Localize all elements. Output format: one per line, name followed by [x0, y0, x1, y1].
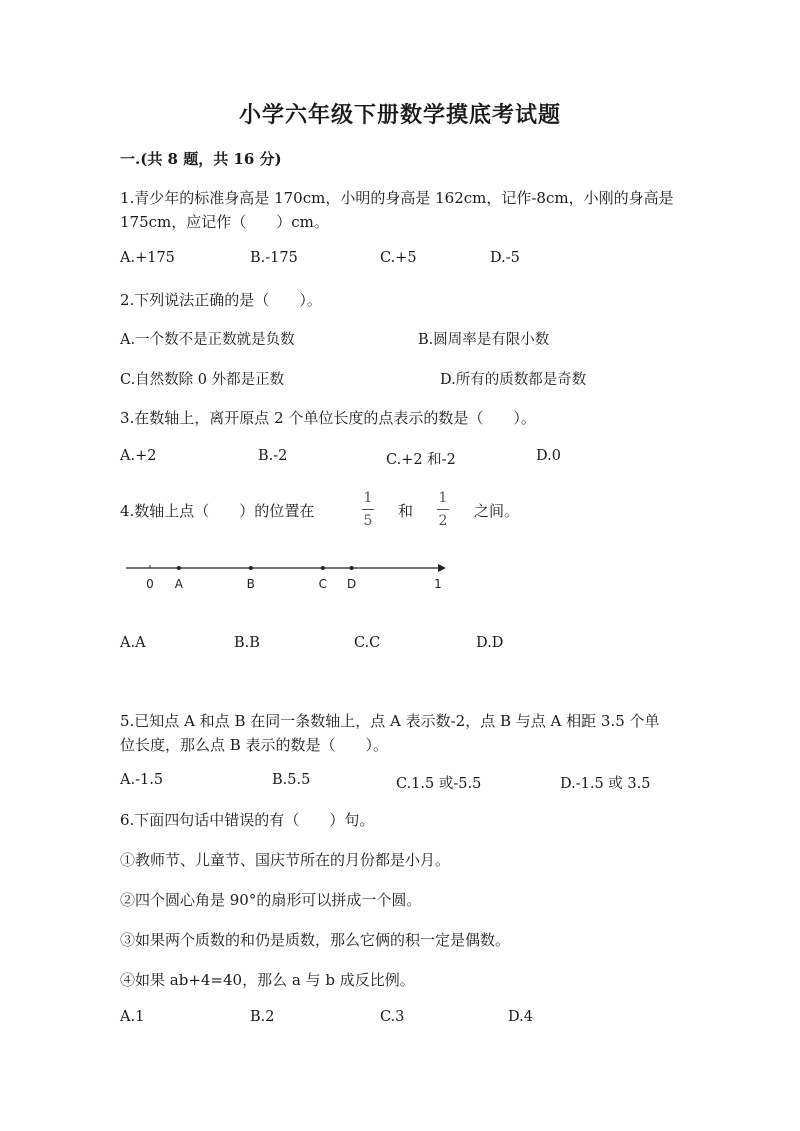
question-6-statement-2: ②四个圆心角是 90°的扇形可以拼成一个圆。: [120, 891, 422, 909]
fraction-bar: [437, 509, 449, 510]
question-2-option-c[interactable]: C.自然数除 0 外都是正数: [120, 372, 285, 388]
question-3-stem: 3.在数轴上，离开原点 2 个单位长度的点表示的数是（ ）。: [120, 409, 536, 427]
question-6-option-c[interactable]: C.3: [380, 1009, 405, 1025]
question-5-stem-line2: 位长度，那么点 B 表示的数是（ ）。: [120, 736, 389, 754]
question-6-statement-1: ①教师节、儿童节、国庆节所在的月份都是小月。: [120, 851, 451, 869]
question-5-option-d[interactable]: D.-1.5 或 3.5: [560, 776, 651, 792]
number-line-label-a: A: [174, 577, 183, 591]
question-4-option-b[interactable]: B.B: [234, 635, 260, 651]
question-2-option-d[interactable]: D.所有的质数都是奇数: [440, 372, 587, 388]
question-2-option-a[interactable]: A.一个数不是正数就是负数: [120, 332, 295, 348]
fraction-one-fifth-numerator: 1: [363, 490, 373, 506]
number-line-label-0: 0: [146, 577, 154, 591]
question-5-option-a[interactable]: A.-1.5: [120, 772, 164, 788]
fraction-one-fifth: [362, 490, 374, 529]
question-3-option-c[interactable]: C.+2 和-2: [386, 452, 456, 468]
question-1-option-a[interactable]: A.+175: [120, 250, 175, 266]
fraction-one-fifth-denominator: 5: [363, 513, 373, 529]
question-4-stem-end: 之间。: [474, 502, 520, 520]
question-4-stem-middle: 和: [398, 502, 414, 520]
question-4-stem-start: 4.数轴上点（ ）的位置在: [120, 502, 315, 520]
question-2-option-b[interactable]: B.圆周率是有限小数: [418, 332, 550, 348]
number-line: [120, 550, 460, 600]
question-5-stem-line1: 5.已知点 A 和点 B 在同一条数轴上，点 A 表示数-2，点 B 与点 A 相距 3.5 个单: [120, 712, 660, 730]
question-1-option-c[interactable]: C.+5: [380, 250, 417, 266]
number-line-label-d: D: [346, 577, 357, 591]
question-1-stem-line2: 175cm，应记作（ ）cm。: [120, 213, 329, 231]
question-1-option-d[interactable]: D.-5: [490, 250, 520, 266]
number-line-point-a: [177, 566, 181, 570]
number-line-label-1: 1: [434, 577, 442, 591]
page-title: 小学六年级下册数学摸底考试题: [238, 102, 561, 128]
question-5-option-c[interactable]: C.1.5 或-5.5: [396, 776, 482, 792]
question-5-option-b[interactable]: B.5.5: [272, 772, 311, 788]
number-line-point-c: [321, 566, 325, 570]
section-heading: 一.(共 8 题，共 16 分): [120, 150, 282, 168]
number-line-point-b: [249, 566, 253, 570]
question-4-option-d[interactable]: D.D: [476, 635, 504, 651]
question-3-option-b[interactable]: B.-2: [258, 448, 288, 464]
question-1-option-b[interactable]: B.-175: [250, 250, 298, 266]
number-line-point-d: [350, 566, 354, 570]
fraction-one-half-numerator: 1: [438, 490, 448, 506]
fraction-one-half: [437, 490, 449, 529]
number-line-label-b: B: [246, 577, 255, 591]
number-line-arrow-icon: [438, 564, 446, 572]
question-6-statement-3: ③如果两个质数的和仍是质数，那么它俩的积一定是偶数。: [120, 931, 511, 949]
fraction-bar: [362, 509, 374, 510]
number-line-label-c: C: [318, 577, 327, 591]
question-6-stem: 6.下面四句话中错误的有（ ）句。: [120, 811, 375, 829]
question-4-option-c[interactable]: C.C: [354, 635, 381, 651]
question-6-option-d[interactable]: D.4: [508, 1009, 533, 1025]
question-3-option-a[interactable]: A.+2: [120, 448, 157, 464]
question-2-stem: 2.下列说法正确的是（ ）。: [120, 291, 322, 309]
question-4-option-a[interactable]: A.A: [120, 635, 146, 651]
question-6-option-b[interactable]: B.2: [250, 1009, 275, 1025]
fraction-one-half-denominator: 2: [438, 513, 448, 529]
question-3-option-d[interactable]: D.0: [536, 448, 561, 464]
question-1-stem-line1: 1.青少年的标准身高是 170cm，小明的身高是 162cm，记作-8cm，小刚的身高是: [120, 189, 674, 207]
question-6-statement-4: ④如果 ab+4=40，那么 a 与 b 成反比例。: [120, 971, 415, 989]
question-6-option-a[interactable]: A.1: [120, 1009, 145, 1025]
